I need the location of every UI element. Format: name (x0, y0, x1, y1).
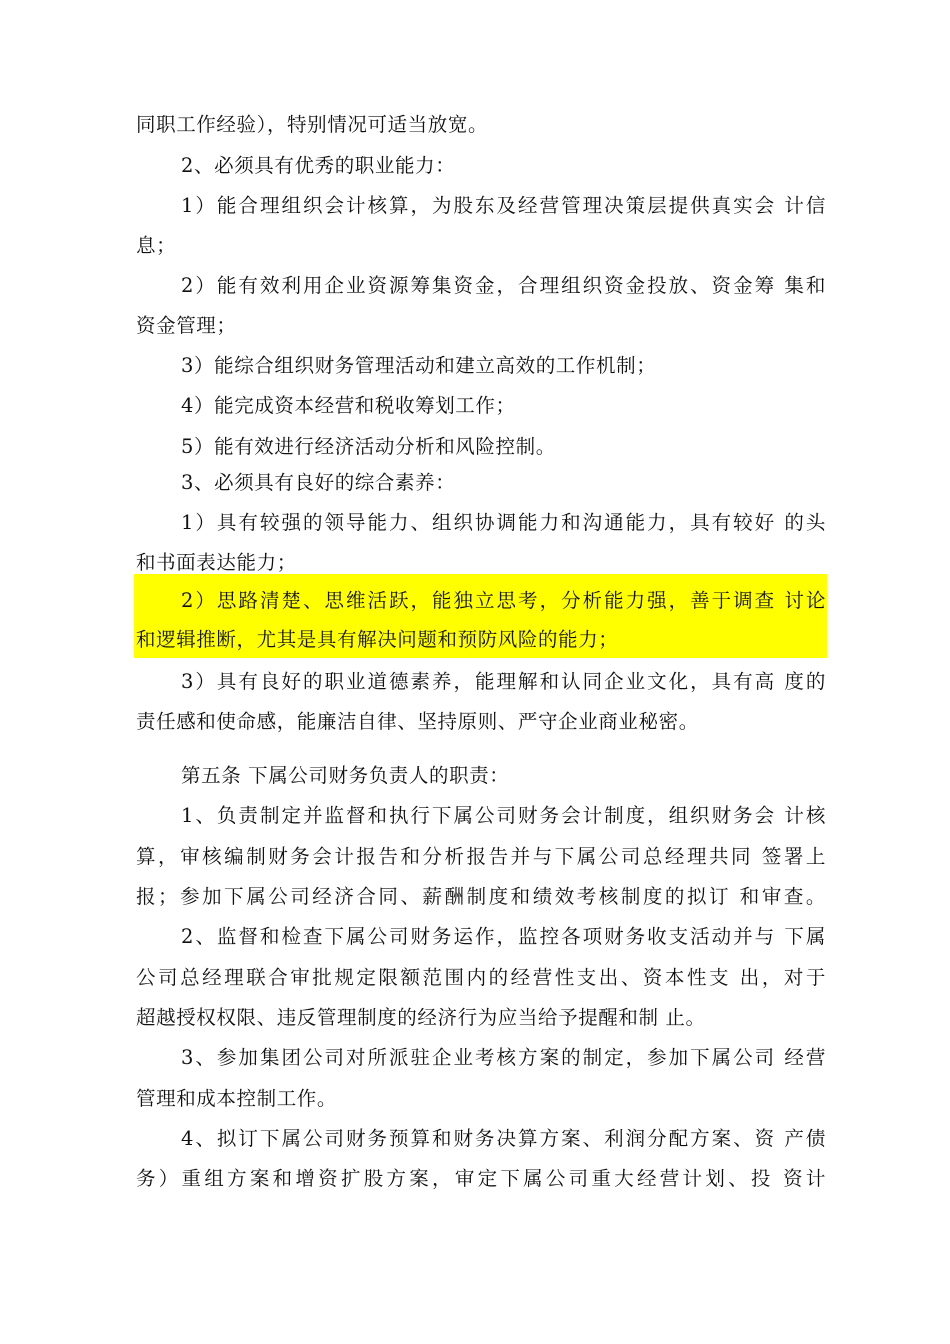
text-line: 2、必须具有优秀的职业能力： (181, 154, 456, 177)
text-line: 和书面表达能力； (136, 551, 297, 574)
text-line: 4、拟订下属公司财务预算和财务决算方案、利润分配方案、资 产债 (181, 1127, 826, 1150)
text-line: 报；参加下属公司经济合同、薪酬制度和绩效考核制度的拟订 和审查。 (136, 885, 826, 908)
text-line: 公司总经理联合审批规定限额范围内的经营性支出、资本性支 出，对于 (136, 966, 826, 989)
text-line: 2）思路清楚、思维活跃，能独立思考，分析能力强，善于调查 讨论 (181, 589, 826, 612)
text-line: 5）能有效进行经济活动分析和风险控制。 (181, 435, 556, 458)
text-line: 超越授权权限、违反管理制度的经济行为应当给予提醒和制 止。 (136, 1006, 706, 1029)
section-heading: 第五条 下属公司财务负责人的职责： (181, 764, 510, 787)
text-line: 管理和成本控制工作。 (136, 1087, 338, 1110)
text-line: 算，审核编制财务会计报告和分析报告并与下属公司总经理共同 签署上 (136, 845, 826, 868)
text-line: 和逻辑推断，尤其是具有解决问题和预防风险的能力； (136, 628, 619, 651)
text-line: 资金管理； (136, 314, 237, 337)
text-line: 同职工作经验），特别情况可适当放宽。 (136, 113, 489, 136)
text-line: 责任感和使命感，能廉洁自律、坚持原则、严守企业商业秘密。 (136, 710, 699, 733)
text-line: 1、负责制定并监督和执行下属公司财务会计制度，组织财务会 计核 (181, 804, 826, 827)
text-line: 2、监督和检查下属公司财务运作，监控各项财务收支活动并与 下属 (181, 925, 826, 948)
text-line: 1）具有较强的领导能力、组织协调能力和沟通能力，具有较好 的头 (181, 511, 826, 534)
text-line: 4）能完成资本经营和税收筹划工作； (181, 394, 516, 417)
text-line: 3）具有良好的职业道德素养，能理解和认同企业文化，具有高 度的 (181, 670, 826, 693)
text-line: 息； (136, 234, 177, 257)
text-line: 3）能综合组织财务管理活动和建立高效的工作机制； (181, 354, 657, 377)
text-line: 务）重组方案和增资扩股方案，审定下属公司重大经营计划、投 资计 (136, 1167, 826, 1190)
text-line: 2）能有效利用企业资源筹集资金，合理组织资金投放、资金筹 集和 (181, 274, 826, 297)
text-line: 3、参加集团公司对所派驻企业考核方案的制定，参加下属公司 经营 (181, 1046, 826, 1069)
text-line: 3、必须具有良好的综合素养： (181, 471, 456, 494)
text-line: 1）能合理组织会计核算，为股东及经营管理决策层提供真实会 计信 (181, 194, 826, 217)
